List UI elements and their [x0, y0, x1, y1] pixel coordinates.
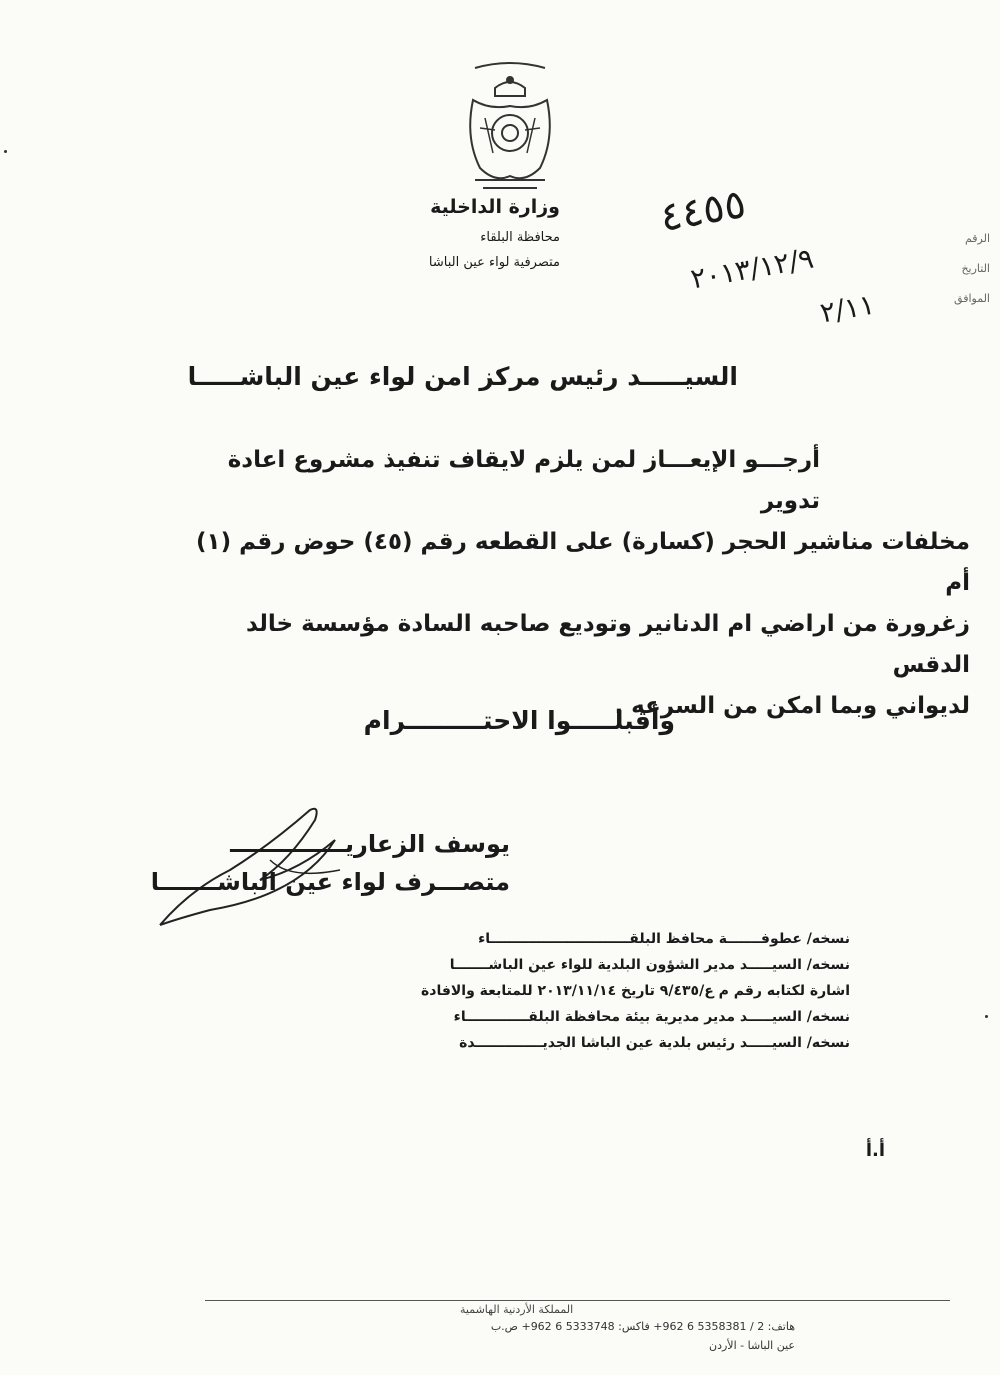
copy-line: نسخه/ السيـــــد مدير مديرية بيئة محافظة البلقـــــــــــــاء	[453, 1009, 850, 1025]
governorate-name: محافظة البلقاء	[480, 230, 560, 245]
copy-line: نسخه/ السيـــــد رئيس بلدية عين الباشا الجديــــــــــــــدة	[459, 1035, 850, 1051]
body-line: مخلفات مناشير الحجر (كسارة) على القطعه رقم (٤٥) حوض رقم (١) أم	[196, 529, 970, 596]
copies-list	[130, 926, 850, 1056]
ministry-name: وزارة الداخلية	[430, 196, 560, 218]
closing-salutation: وأقبلـــــوا الاحتـــــــــرام	[363, 706, 675, 735]
typist-initials: أ.أ	[865, 1140, 885, 1161]
reference-date: ٢٠١٣/١٢/٩	[688, 241, 817, 296]
copy-line: اشارة لكتابه رقم م ع/٩/٤٣٥ تاريخ ٢٠١٣/١١/١٤ للمتابعة والافادة	[421, 983, 850, 999]
coat-of-arms-icon	[455, 58, 565, 198]
addressee: السيـــــد رئيس مركز امن لواء عين الباشـــــا	[187, 362, 738, 391]
reference-label-number: الرقم	[964, 232, 990, 245]
copy-line: نسخه/ عطوفـــــــة محافظ البلقـــــــــــــــــــــــــــــاء	[478, 931, 850, 947]
body-line: زغرورة من اراضي ام الدنانير وتوديع صاحبه السادة مؤسسة خالد الدقس	[245, 611, 970, 678]
footer-address: عين الباشا - الأردن	[709, 1339, 795, 1352]
letter-body	[170, 440, 970, 727]
footer-phone: هاتف: 2 / 5358381 6 962+ فاكس: 5333748 6 962+ ص.ب	[490, 1320, 795, 1333]
scan-speck	[985, 1015, 988, 1018]
reference-label-corresponding: الموافق	[954, 292, 990, 305]
reference-corresponding: ٢/١١	[817, 287, 878, 330]
signatory-title: متصـــرف لواء عين الباشـــــــا	[150, 868, 510, 896]
footer-divider	[205, 1300, 950, 1301]
district-name: متصرفية لواء عين الباشا	[428, 255, 560, 270]
copy-line: نسخه/ السيـــــد مدير الشؤون البلدية للواء عين الباشـــــــا	[449, 957, 850, 973]
reference-label-date: التاريخ	[961, 262, 990, 275]
body-line: لديواني وبما امكن من السرعه .	[614, 693, 970, 719]
body-line: أرجـــو الإيعـــاز لمن يلزم لايقاف تنفيذ مشروع اعادة تدوير	[227, 447, 820, 514]
reference-number: ٤٤٥٥	[656, 180, 750, 242]
footer-kingdom: المملكة الأردنية الهاشمية	[460, 1303, 574, 1316]
scan-speck	[4, 150, 7, 153]
signatory-name: يوسف الزعاريــــــــــــــ	[230, 830, 510, 858]
